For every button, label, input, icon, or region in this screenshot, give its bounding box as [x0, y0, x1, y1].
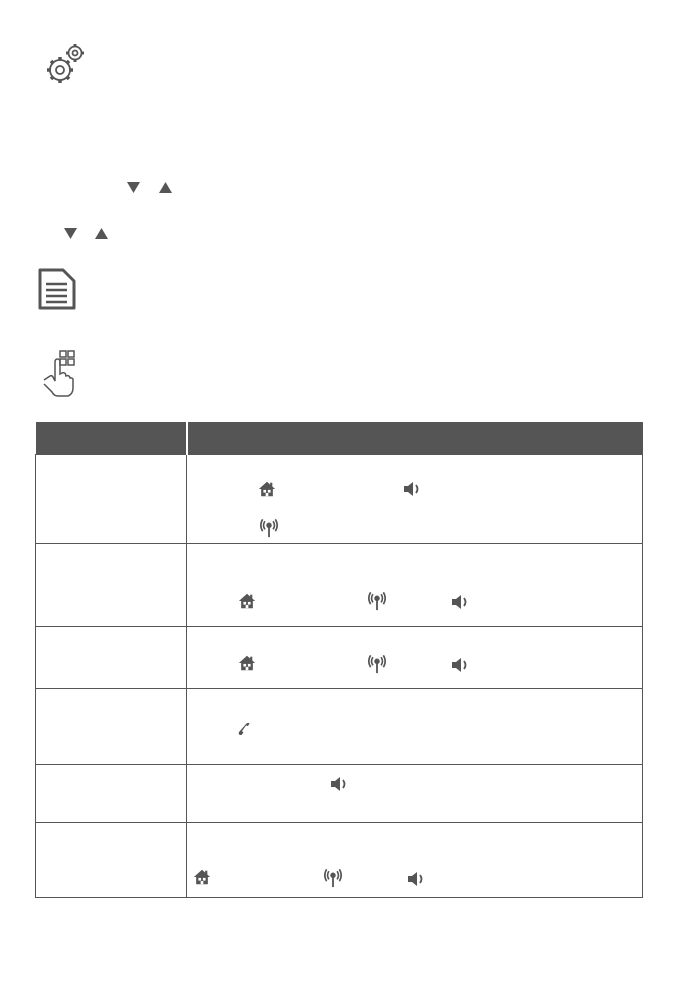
- row-label-cell: [36, 455, 187, 544]
- row-desc-cell: [187, 689, 643, 765]
- table-row: [36, 627, 643, 689]
- row-label-cell: [36, 627, 187, 689]
- up-arrow-icon: [159, 182, 172, 193]
- speaker-icon: [450, 656, 472, 674]
- speaker-icon: [406, 870, 428, 888]
- row-label-cell: [36, 765, 187, 823]
- row-label-cell: [36, 544, 187, 627]
- row-desc-cell: [187, 544, 643, 627]
- row-label-cell: [36, 823, 187, 898]
- home-icon: [238, 654, 256, 672]
- row-desc-cell: [187, 627, 643, 689]
- row-desc-cell: [187, 455, 643, 544]
- note-document-icon: [37, 267, 77, 311]
- speaker-icon: [329, 775, 351, 793]
- home-icon: [258, 480, 276, 498]
- antenna-icon: [367, 654, 387, 674]
- up-arrow-icon: [95, 228, 108, 239]
- down-arrow-icon: [127, 182, 140, 193]
- row-desc-cell: [187, 823, 643, 898]
- reference-table: [35, 422, 643, 898]
- row-desc-cell: [187, 765, 643, 823]
- table-header-cell: [187, 422, 643, 455]
- antenna-icon: [259, 518, 279, 538]
- phone-icon: [236, 721, 252, 737]
- down-arrow-icon: [64, 228, 77, 239]
- table-row: [36, 765, 643, 823]
- table-header-cell: [36, 422, 187, 455]
- touch-hand-icon: [38, 350, 86, 398]
- table-row: [36, 544, 643, 627]
- row-label-cell: [36, 689, 187, 765]
- speaker-icon: [402, 480, 424, 498]
- settings-gears-icon: [40, 40, 88, 88]
- speaker-icon: [450, 593, 472, 611]
- table-row: [36, 689, 643, 765]
- antenna-icon: [367, 591, 387, 611]
- table-header-row: [36, 422, 643, 455]
- home-icon: [238, 592, 256, 610]
- table-row: [36, 455, 643, 544]
- table-row: [36, 823, 643, 898]
- home-icon: [193, 868, 211, 886]
- antenna-icon: [323, 868, 343, 888]
